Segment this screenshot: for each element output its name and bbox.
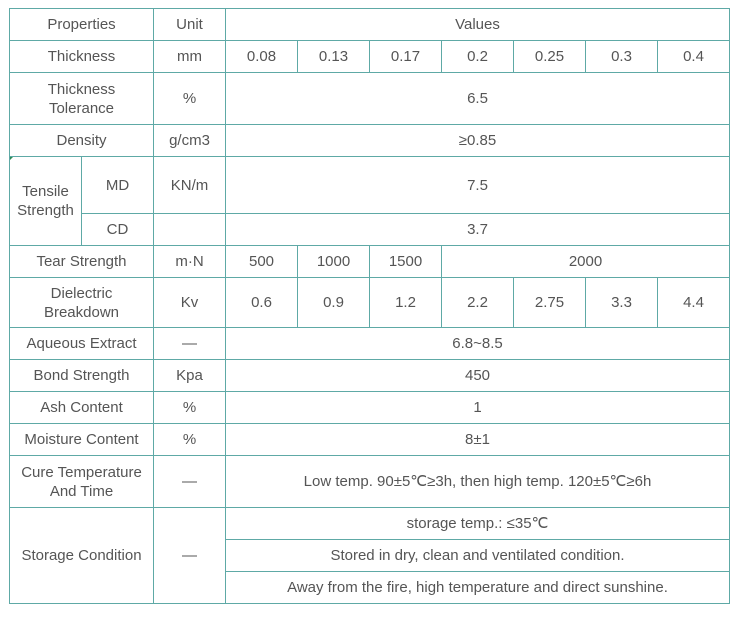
thickness-value: 0.3 xyxy=(586,41,658,73)
row-moisture-content xyxy=(10,424,730,456)
row-tensile-md xyxy=(10,157,730,214)
header-values: Values xyxy=(226,9,730,41)
thickness-tolerance-value: 6.5 xyxy=(226,73,730,125)
dielectric-value: 1.2 xyxy=(370,278,442,328)
thickness-value: 0.08 xyxy=(226,41,298,73)
dielectric-label: Dielectric Breakdown xyxy=(10,278,154,328)
bond-value: 450 xyxy=(226,360,730,392)
tensile-md-value: 7.5 xyxy=(226,157,730,214)
thickness-value: 0.25 xyxy=(514,41,586,73)
cure-unit: — xyxy=(154,456,226,508)
bond-unit: Kpa xyxy=(154,360,226,392)
thickness-value: 0.2 xyxy=(442,41,514,73)
row-storage-condition xyxy=(10,508,730,540)
tensile-cd-label: CD xyxy=(82,214,154,246)
dielectric-unit: Kv xyxy=(154,278,226,328)
density-unit: g/cm3 xyxy=(154,125,226,157)
dielectric-value: 0.9 xyxy=(298,278,370,328)
storage-value: storage temp.: ≤35℃ xyxy=(226,508,730,540)
row-density xyxy=(10,125,730,157)
dielectric-value: 2.2 xyxy=(442,278,514,328)
row-cure-temperature xyxy=(10,456,730,508)
row-aqueous-extract xyxy=(10,328,730,360)
cure-value: Low temp. 90±5℃≥3h, then high temp. 120±5℃≥6h xyxy=(226,456,730,508)
storage-value: Stored in dry, clean and ventilated condition. xyxy=(226,540,730,572)
density-label: Density xyxy=(10,125,154,157)
thickness-label: Thickness xyxy=(10,41,154,73)
aqueous-unit: — xyxy=(154,328,226,360)
aqueous-value: 6.8~8.5 xyxy=(226,328,730,360)
dielectric-value: 3.3 xyxy=(586,278,658,328)
thickness-unit: mm xyxy=(154,41,226,73)
aqueous-label: Aqueous Extract xyxy=(10,328,154,360)
tear-strength-value: 1500 xyxy=(370,246,442,278)
tear-strength-value: 500 xyxy=(226,246,298,278)
row-ash-content xyxy=(10,392,730,424)
row-thickness xyxy=(10,41,730,73)
density-value: ≥0.85 xyxy=(226,125,730,157)
header-properties: Properties xyxy=(10,9,154,41)
row-tear-strength xyxy=(10,246,730,278)
moisture-label: Moisture Content xyxy=(10,424,154,456)
header-unit: Unit xyxy=(154,9,226,41)
dielectric-value: 2.75 xyxy=(514,278,586,328)
tear-strength-value: 2000 xyxy=(442,246,730,278)
storage-unit: — xyxy=(154,508,226,604)
ash-unit: % xyxy=(154,392,226,424)
storage-label: Storage Condition xyxy=(10,508,154,604)
tensile-md-label: MD xyxy=(82,157,154,214)
header-row xyxy=(10,9,730,41)
tensile-md-unit: KN/m xyxy=(154,157,226,214)
tear-strength-label: Tear Strength xyxy=(10,246,154,278)
tensile-cd-unit xyxy=(154,214,226,246)
thickness-value: 0.4 xyxy=(658,41,730,73)
tear-strength-unit: m·N xyxy=(154,246,226,278)
ash-label: Ash Content xyxy=(10,392,154,424)
storage-value: Away from the fire, high temperature and direct sunshine. xyxy=(226,572,730,604)
ash-value: 1 xyxy=(226,392,730,424)
cure-label: Cure Temperature And Time xyxy=(10,456,154,508)
thickness-tolerance-label: Thickness Tolerance xyxy=(10,73,154,125)
moisture-unit: % xyxy=(154,424,226,456)
row-bond-strength xyxy=(10,360,730,392)
thickness-value: 0.13 xyxy=(298,41,370,73)
dielectric-value: 0.6 xyxy=(226,278,298,328)
tensile-cd-value: 3.7 xyxy=(226,214,730,246)
row-dielectric-breakdown xyxy=(10,278,730,328)
moisture-value: 8±1 xyxy=(226,424,730,456)
tensile-strength-label: Tensile Strength xyxy=(10,157,82,246)
row-thickness-tolerance xyxy=(10,73,730,125)
dielectric-value: 4.4 xyxy=(658,278,730,328)
tear-strength-value: 1000 xyxy=(298,246,370,278)
properties-table xyxy=(9,8,730,604)
row-tensile-cd xyxy=(10,214,730,246)
thickness-value: 0.17 xyxy=(370,41,442,73)
bond-label: Bond Strength xyxy=(10,360,154,392)
thickness-tolerance-unit: % xyxy=(154,73,226,125)
